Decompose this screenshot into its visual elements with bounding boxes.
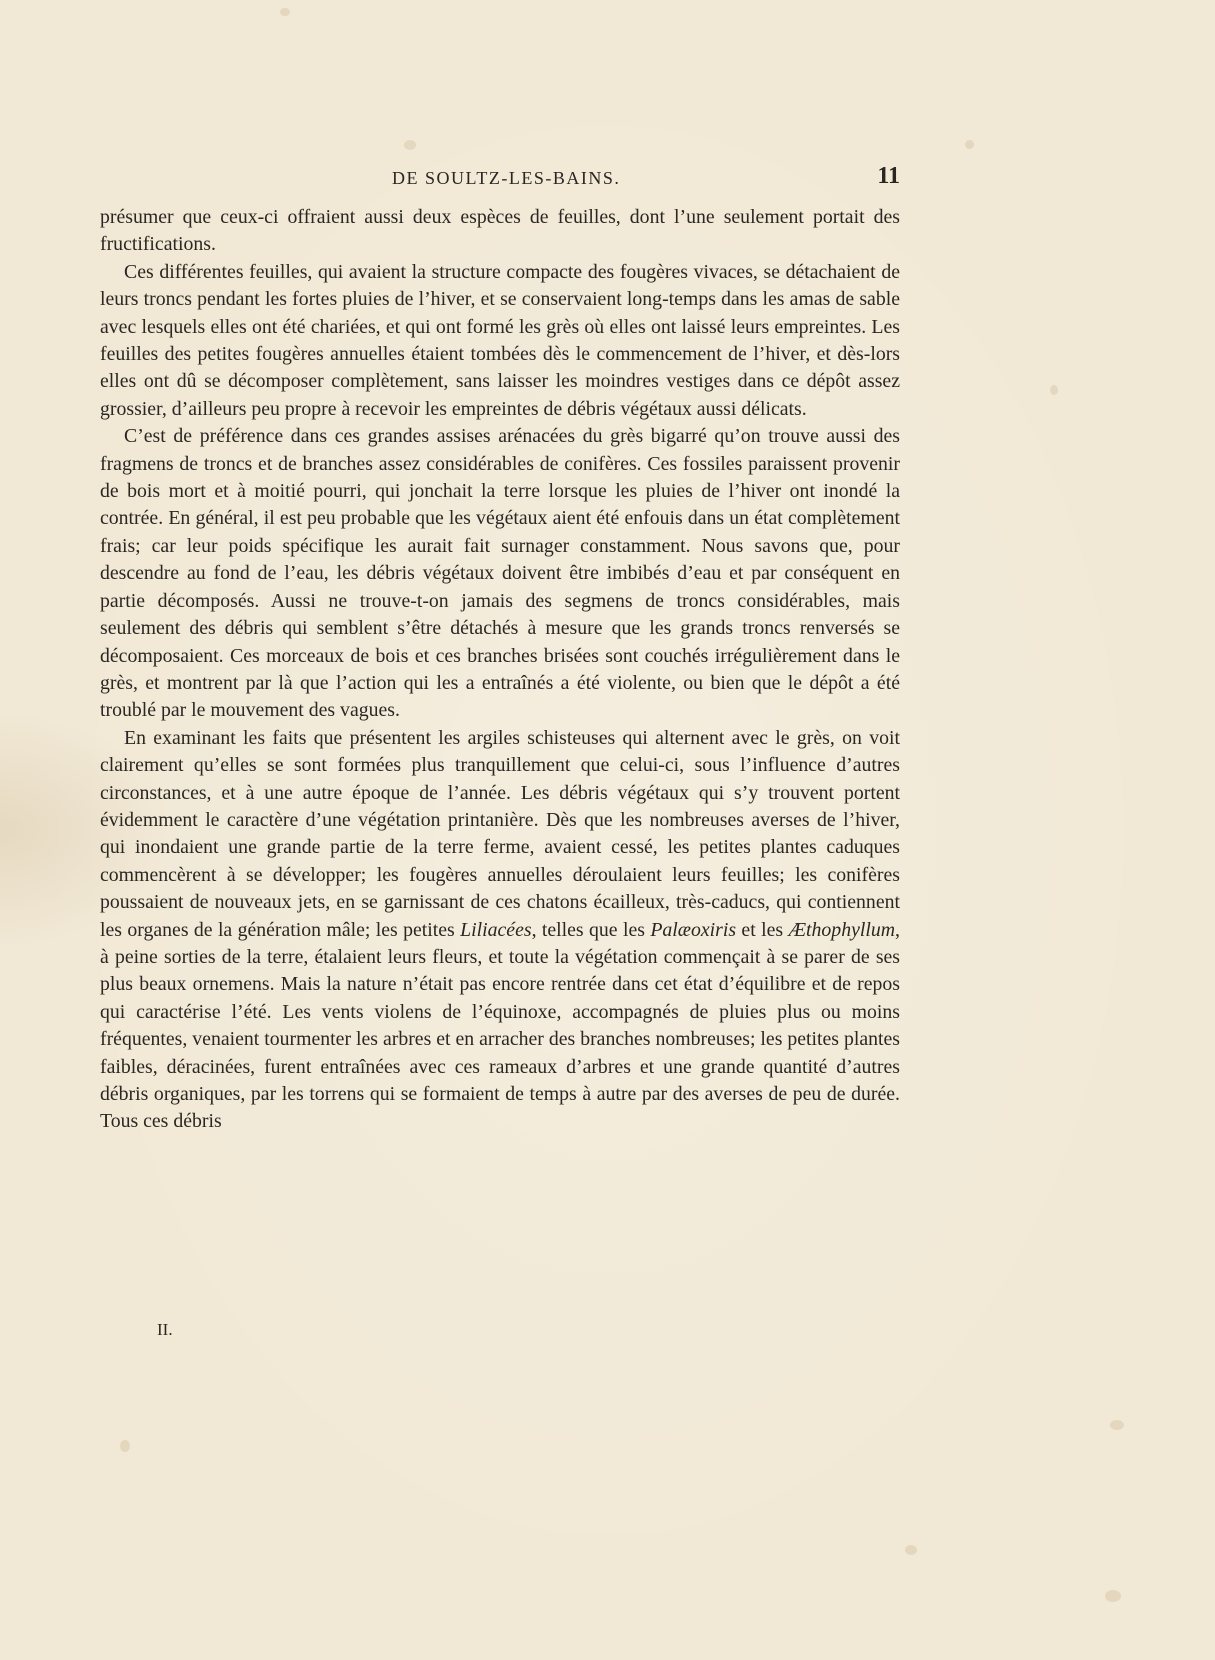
foxing-spot	[1110, 1420, 1124, 1430]
paragraph-text: et les	[736, 918, 789, 941]
paragraph	[100, 725, 900, 1136]
foxing-spot	[404, 140, 416, 150]
paragraph-text: présumer que ceux-ci offraient aussi deux espèces de feuilles, dont l’une seulement portait des fructifications.	[100, 206, 900, 256]
paragraph	[100, 423, 900, 724]
paragraph-text: Ces différentes feuilles, qui avaient la structure compacte des fougères vivaces, se détachaient de leurs troncs pendant les fortes pluies de l’hiver, et se conservaient long-temps dans les amas de sable avec lesquels elles ont été chariées, et qui ont formé les grès où elles ont laissé leurs empreintes. Les feuilles des petites fougères annuelles étaient tombées dès le commencement de l’hiver, et dès-lors elles ont dû se décomposer complètement, sans laisser les moindres vestiges dans ce dépôt assez grossier, d’ailleurs peu propre à recevoir les empreintes de débris végétaux aussi délicats.	[100, 260, 900, 420]
taxon-name: Liliacées	[460, 918, 532, 941]
foxing-spot	[905, 1545, 917, 1555]
running-header-title: DE SOULTZ-LES-BAINS.	[392, 168, 621, 188]
page-number: 11	[877, 163, 900, 189]
foxing-spot	[1050, 385, 1058, 395]
foxing-spot	[280, 8, 290, 16]
signature-mark: II.	[157, 1320, 173, 1339]
running-header	[98, 163, 900, 194]
paragraph-text: En examinant les faits que présentent les argiles schisteuses qui alternent avec le grès, on voit clairement qu’elles se sont formées plus tranquillement que celui-ci, sous l’influence d’autres circonstances, et à une autre époque de l’année. Les débris végétaux qui s’y trouvent portent évidemment le caractère d’une végétation printanière. Dès que les nombreuses averses de l’hiver, qui inondaient une grande partie de la terre ferme, avaient cessé, les petites plantes caduques commencèrent à se développer; les fougères annuelles déroulaient leurs feuilles; les conifères poussaient de nouveaux jets, en se garnissant de ces chatons écailleux, très-caducs, qui contiennent les organes de la génération mâle; les petites	[100, 726, 900, 941]
foxing-spot	[1105, 1590, 1121, 1602]
taxon-name: Æthophyllum	[788, 918, 896, 941]
paragraph	[100, 259, 900, 423]
foxing-spot	[120, 1440, 130, 1452]
body-text	[100, 204, 900, 1136]
paragraph	[100, 204, 900, 259]
foxing-spot	[965, 140, 974, 149]
paragraph-text: , à peine sorties de la terre, étalaient leurs fleurs, et toute la végétation commençait à se parer de ses plus beaux ornemens. Mais la nature n’était pas encore rentrée dans cet état d’équilibre et de repos qui caractérise l’été. Les vents violens de l’équinoxe, accompagnés de pluies plus ou moins fréquentes, venaient tourmenter les arbres et en arracher des branches nombreuses; les petites plantes faibles, déracinées, furent entraînées avec ces rameaux d’arbres et une grande quantité d’autres débris organiques, par les torrens qui se formaient de temps à autre par des averses de peu de durée. Tous ces débris	[100, 918, 900, 1133]
paragraph-text: C’est de préférence dans ces grandes assises arénacées du grès bigarré qu’on trouve aussi des fragmens de troncs et de branches assez considérables de conifères. Ces fossiles paraissent provenir de bois mort et à moitié pourri, qui jonchait la terre lorsque les pluies de l’hiver ont inondé la contrée. En général, il est peu probable que les végétaux aient été enfouis dans un état complètement frais; car leur poids spécifique les aurait fait surnager constamment. Nous savons que, pour descendre au fond de l’eau, les débris végétaux doivent être imbibés d’eau et par conséquent en partie décomposés. Aussi ne trouve-t-on jamais des segmens de troncs considérables, mais seulement des débris qui semblent s’être détachés à mesure que les grands troncs renversés se décomposaient. Ces morceaux de bois et ces branches brisées sont couchés irrégulièrement dans le grès, et montrent par là que l’action qui les a entraînés a été violente, ou bien que le dépôt a été troublé par le mouvement des vagues.	[100, 425, 900, 722]
paragraph-text: , telles que les	[531, 918, 651, 941]
taxon-name: Palæoxiris	[650, 918, 737, 941]
